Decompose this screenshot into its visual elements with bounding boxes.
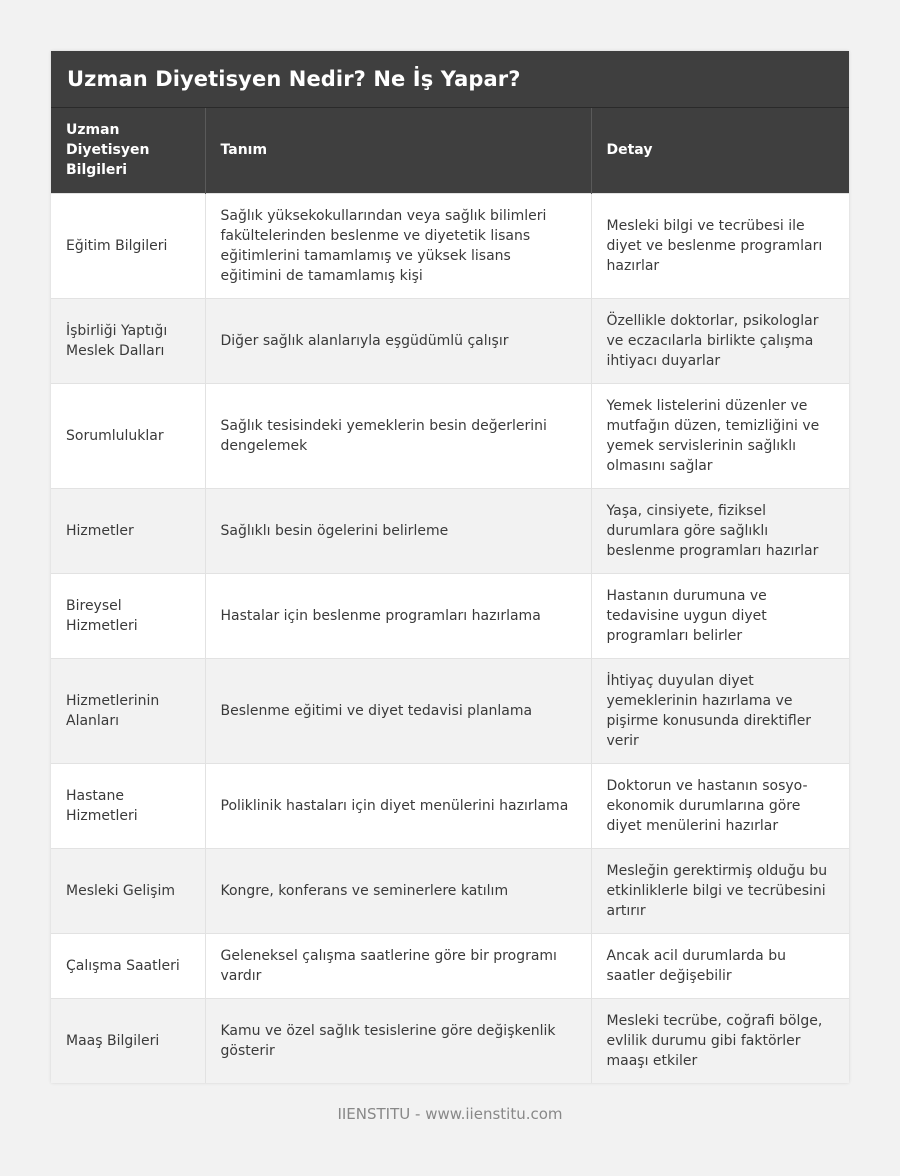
row-definition: Sağlıklı besin ögelerini belirleme [205,488,591,573]
row-definition: Sağlık yüksekokullarından veya sağlık bilimleri fakültelerinden beslenme ve diyetetik lisans eğitimlerini tamamlamış ve yüksek lisans eğitimini de tamamlamış kişi [205,193,591,298]
row-definition: Sağlık tesisindeki yemeklerin besin değerlerini dengelemek [205,383,591,488]
row-label: Maaş Bilgileri [51,998,205,1083]
row-definition: Hastalar için beslenme programları hazırlama [205,573,591,658]
title-bar [51,51,849,108]
row-label: Eğitim Bilgileri [51,193,205,298]
row-definition: Poliklinik hastaları için diyet menülerini hazırlama [205,763,591,848]
row-label: İşbirliği Yaptığı Meslek Dalları [51,298,205,383]
column-header-definition: Tanım [205,108,591,193]
row-label: Hastane Hizmetleri [51,763,205,848]
table-row [51,658,849,763]
row-detail: Doktorun ve hastanın sosyo-ekonomik durumlarına göre diyet menülerini hazırlar [591,763,849,848]
table-row [51,998,849,1083]
row-definition: Beslenme eğitimi ve diyet tedavisi planlama [205,658,591,763]
row-label: Mesleki Gelişim [51,848,205,933]
info-table [51,108,849,1083]
row-detail: Mesleğin gerektirmiş olduğu bu etkinliklerle bilgi ve tecrübesini artırır [591,848,849,933]
row-label: Çalışma Saatleri [51,933,205,998]
table-body [51,193,849,1083]
column-header-info: Uzman Diyetisyen Bilgileri [51,108,205,193]
table-row [51,848,849,933]
row-definition: Diğer sağlık alanlarıyla eşgüdümlü çalışır [205,298,591,383]
row-definition: Kongre, konferans ve seminerlere katılım [205,848,591,933]
row-label: Hizmetler [51,488,205,573]
row-detail: Yemek listelerini düzenler ve mutfağın düzen, temizliğini ve yemek servislerinin sağlıklı olmasını sağlar [591,383,849,488]
table-row [51,573,849,658]
row-detail: Mesleki tecrübe, coğrafi bölge, evlilik durumu gibi faktörler maaşı etkiler [591,998,849,1083]
row-definition: Geleneksel çalışma saatlerine göre bir programı vardır [205,933,591,998]
table-row [51,933,849,998]
table-row [51,763,849,848]
row-detail: Ancak acil durumlarda bu saatler değişebilir [591,933,849,998]
table-row [51,193,849,298]
row-definition: Kamu ve özel sağlık tesislerine göre değişkenlik gösterir [205,998,591,1083]
row-label: Hizmetlerinin Alanları [51,658,205,763]
row-label: Sorumluluklar [51,383,205,488]
row-detail: İhtiyaç duyulan diyet yemeklerinin hazırlama ve pişirme konusunda direktifler verir [591,658,849,763]
footer-credit: IIENSTITU - www.iienstitu.com [337,1105,563,1123]
table-row [51,488,849,573]
row-detail: Hastanın durumuna ve tedavisine uygun diyet programları belirler [591,573,849,658]
table-row [51,298,849,383]
row-detail: Özellikle doktorlar, psikologlar ve eczacılarla birlikte çalışma ihtiyacı duyarlar [591,298,849,383]
row-label: Bireysel Hizmetleri [51,573,205,658]
table-header [51,108,849,193]
header-row [51,108,849,193]
page-title: Uzman Diyetisyen Nedir? Ne İş Yapar? [67,67,521,91]
row-detail: Mesleki bilgi ve tecrübesi ile diyet ve beslenme programları hazırlar [591,193,849,298]
info-table-card [51,51,849,1083]
column-header-detail: Detay [591,108,849,193]
table-row [51,383,849,488]
row-detail: Yaşa, cinsiyete, fiziksel durumlara göre sağlıklı beslenme programları hazırlar [591,488,849,573]
